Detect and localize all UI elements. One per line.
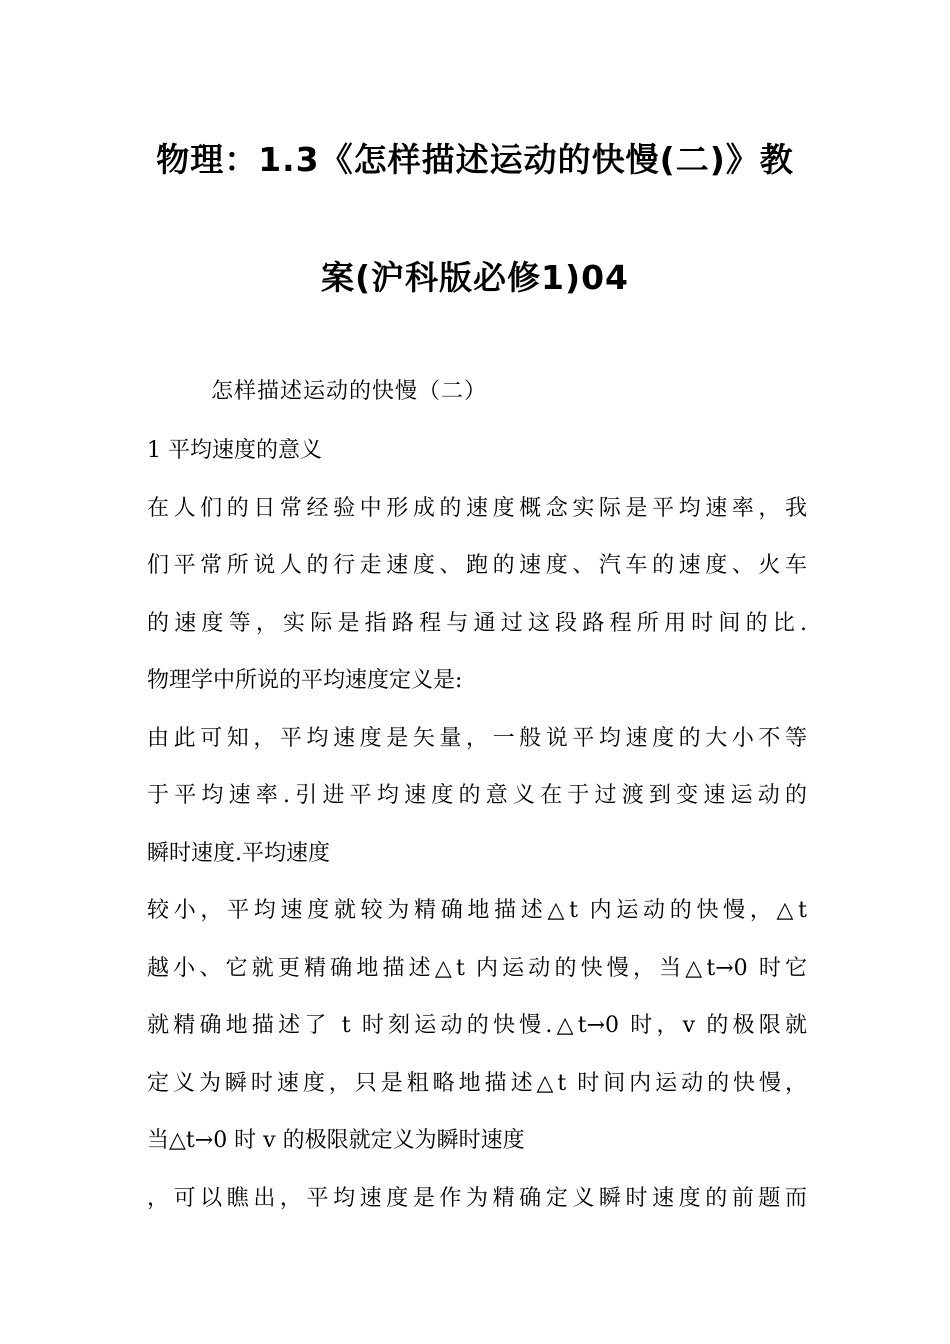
text-line: 的速度等，实际是指路程与通过这段路程所用时间的比.: [147, 610, 807, 636]
text-line: 就精确地描述了 t 时刻运动的快慢.△t→0 时，v 的极限就: [147, 1013, 807, 1038]
document-title-line-1: 物理：1.3《怎样描述运动的快慢(二)》教: [156, 140, 794, 179]
text-line: 1 平均速度的意义: [147, 438, 322, 463]
text-line: 于平均速率.引进平均速度的意义在于过渡到变速运动的: [147, 783, 807, 808]
document-title-line-2: 案(沪科版必修1)04: [320, 258, 630, 297]
section-subtitle: 怎样描述运动的快慢（二）: [211, 379, 488, 404]
text-line: 定义为瞬时速度，只是粗略地描述△t 时间内运动的快慢，: [147, 1070, 807, 1096]
text-line: 较小，平均速度就较为精确地描述△t 内运动的快慢，△t: [147, 898, 807, 923]
text-line: 们平常所说人的行走速度、跑的速度、汽车的速度、火车: [147, 553, 807, 578]
text-line: 越小、它就更精确地描述△t 内运动的快慢，当△t→0 时它: [147, 955, 807, 981]
text-line: 在人们的日常经验中形成的速度概念实际是平均速率，我: [147, 495, 807, 521]
text-line: 由此可知，平均速度是矢量，一般说平均速度的大小不等: [147, 725, 807, 751]
body-text: [147, 422, 807, 1227]
text-line: ，可以瞧出，平均速度是作为精确定义瞬时速度的前题而: [147, 1185, 807, 1211]
text-line: 当△t→0 时 v 的极限就定义为瞬时速度: [147, 1128, 525, 1153]
text-line: 瞬时速度.平均速度: [147, 840, 330, 866]
text-line: 物理学中所说的平均速度定义是:: [147, 668, 463, 693]
